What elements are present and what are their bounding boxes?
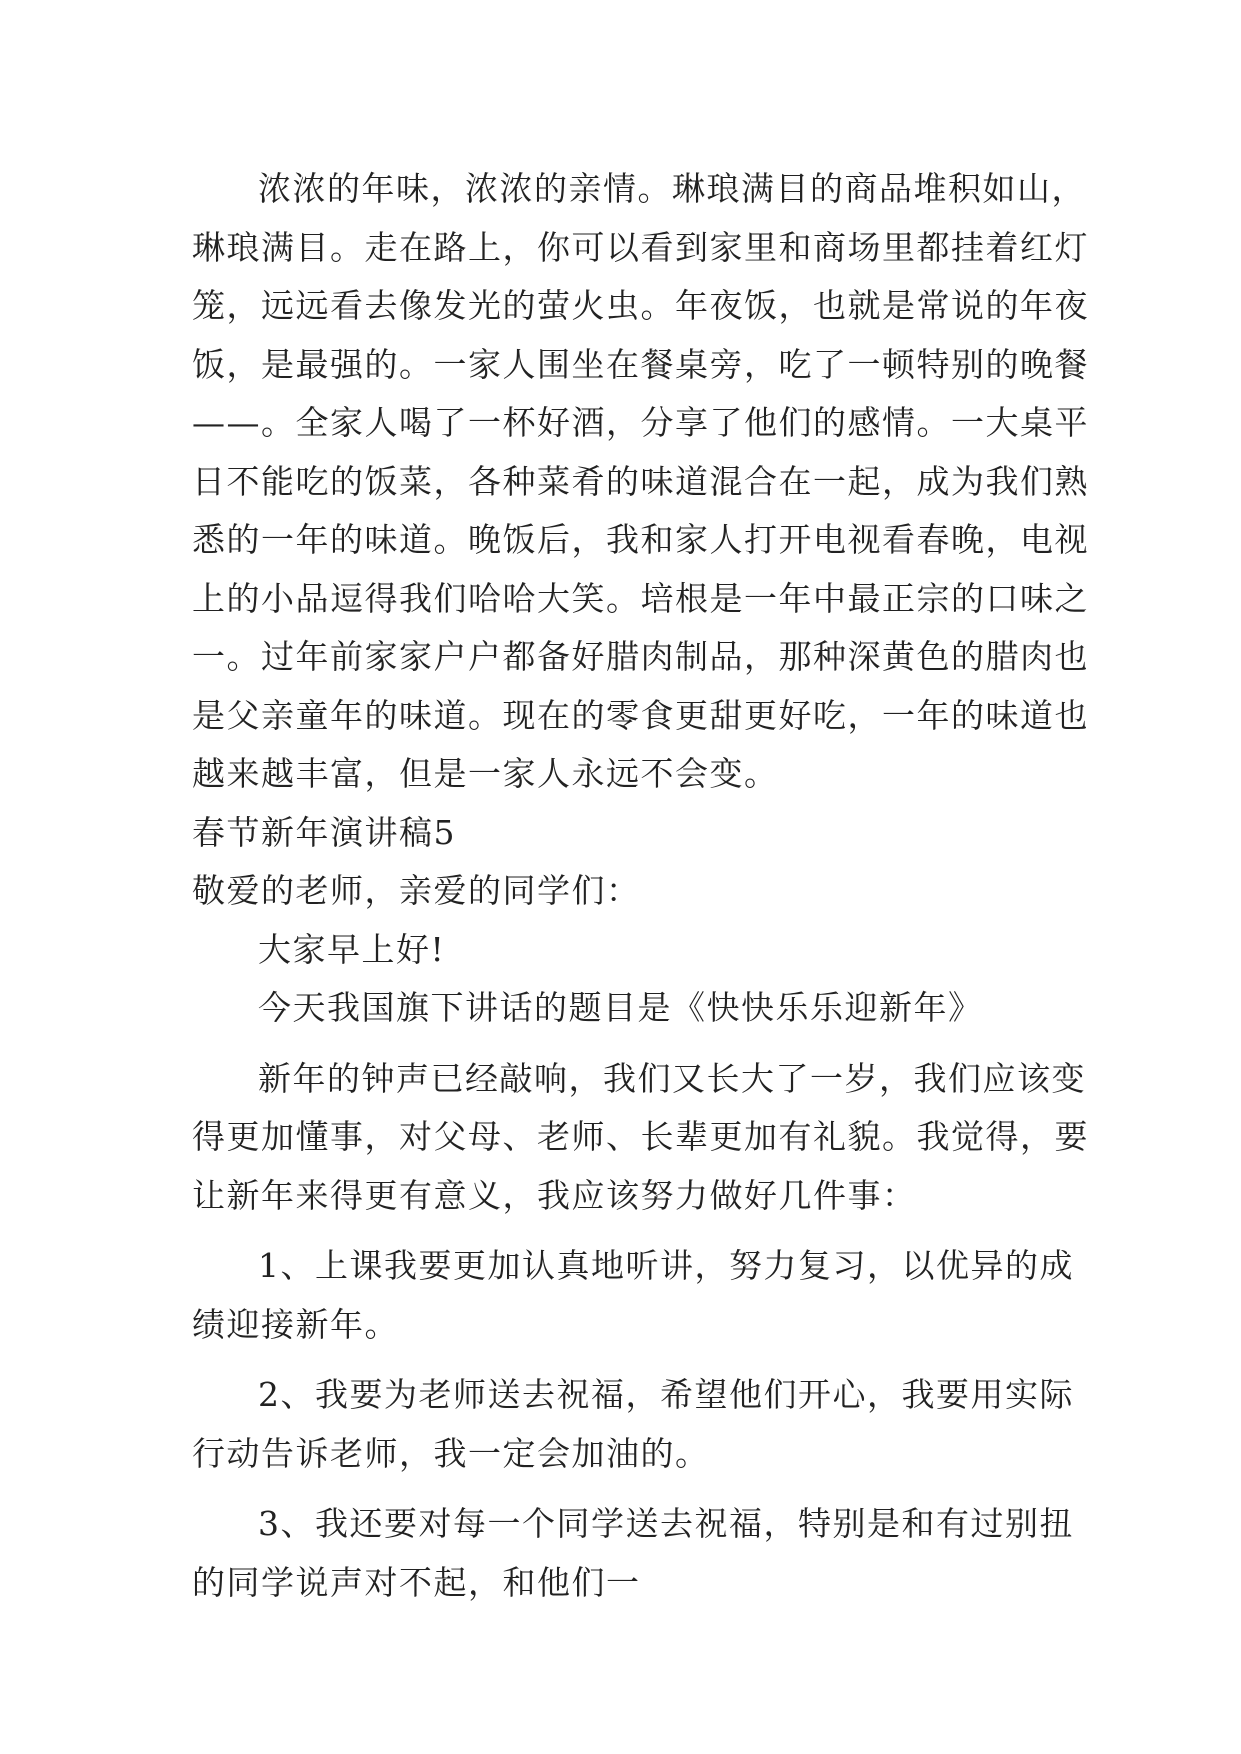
text-line: 笼，远远看去像发光的萤火虫。年夜饭，也就是常说的年夜 [192,286,1089,325]
text-line: 是父亲童年的味道。现在的零食更甜更好吃，一年的味道也 [192,695,1089,735]
text-line: 今天我国旗下讲话的题目是《快快乐乐迎新年》 [258,988,983,1027]
text-line: 得更加懂事，对父母、老师、长辈更加有礼貌。我觉得，要 [192,1117,1089,1156]
text-line: 悉的一年的味道。晚饭后，我和家人打开电视看春晚，电视 [192,520,1089,559]
text-line: 大家早上好! [258,929,446,969]
text-line: 一。过年前家家户户都备好腊肉制品，那种深黄色的腊肉也 [192,637,1089,676]
text-line: 3、我还要对每一个同学送去祝福，特别是和有过别扭 [258,1504,1074,1543]
text-line: 春节新年演讲稿5 [192,812,456,852]
text-line: ——。全家人喝了一杯好酒，分享了他们的感情。一大桌平 [192,403,1089,442]
text-line: 绩迎接新年。 [192,1304,399,1344]
text-line: 新年的钟声已经敲响，我们又长大了一岁，我们应该变 [258,1058,1086,1098]
text-line: 越来越丰富，但是一家人永远不会变。 [192,754,779,793]
text-line: 饭，是最强的。一家人围坐在餐桌旁，吃了一顿特别的晚餐 [192,344,1089,384]
text-line: 1、上课我要更加认真地听讲，努力复习，以优异的成 [258,1246,1074,1285]
text-line: 日不能吃的饭菜，各种菜肴的味道混合在一起，成为我们熟 [192,461,1089,501]
document-body [192,160,1089,1612]
text-line: 的同学说声对不起，和他们一 [192,1562,641,1602]
text-line: 上的小品逗得我们哈哈大笑。培根是一年中最正宗的口味之 [192,578,1089,618]
text-line: 浓浓的年味，浓浓的亲情。琳琅满目的商品堆积如山， [258,169,1086,208]
text-line: 2、我要为老师送去祝福，希望他们开心，我要用实际 [258,1375,1074,1414]
text-line: 琳琅满目。走在路上，你可以看到家里和商场里都挂着红灯 [192,227,1089,267]
text-line: 让新年来得更有意义，我应该努力做好几件事： [192,1175,917,1215]
text-line: 行动告诉老师，我一定会加油的。 [192,1433,710,1473]
text-line: 敬爱的老师，亲爱的同学们： [192,871,641,910]
